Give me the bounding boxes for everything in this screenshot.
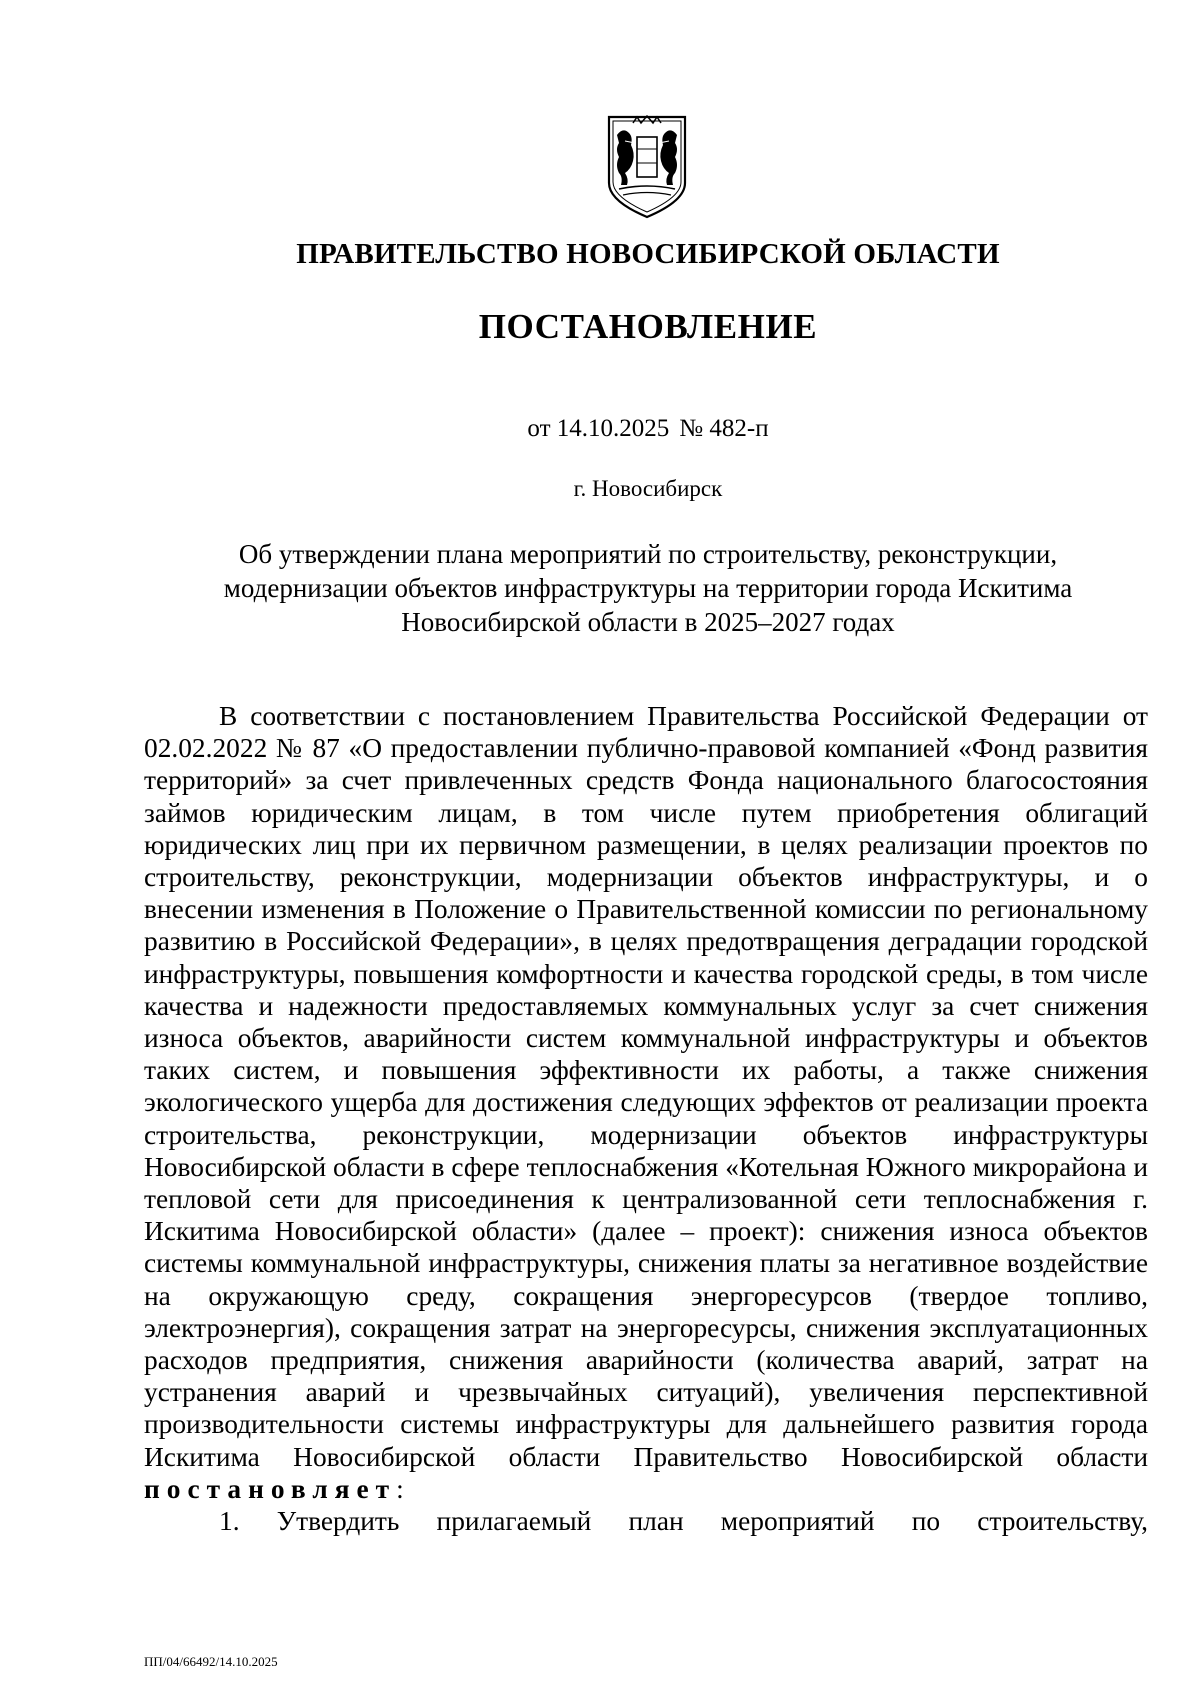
subject-line: Новосибирской области в 2025–2027 годах [401,607,895,637]
preamble-text: В соответствии с постановлением Правительства Российской Федерации от 02.02.2022 № 87 «О предоставлении публично-правовой компанией «Фонд развития территорий» за счет привлеченных средств Фонда национального благосостояния займов юридическим лицам, в том числе путем приобретения облигаций юридических лиц при их первичном размещении, в целях реализации проектов по строительству, реконструкции, модернизации объектов инфраструктуры, и о внесении изменения в Положение о Правительственной комиссии по региональному развитию в Российской Федерации», в целях предотвращения деградации городской инфраструктуры, повышения комфортности и качества городской среды, в том числе качества и надежности предоставляемых коммунальных услуг за счет снижения износа объектов, аварийности систем коммунальной инфраструктуры и объектов таких систем, и повышения эффективности их работы, а также снижения экологического ущерба для достижения следующих эффектов от реализации проекта строительства, реконструкции, модернизации объектов инфраструктуры Новосибирской области в сфере теплоснабжения «Котельная Южного микрорайона и тепловой сети для присоединения к централизованной сети теплоснабжения г. Искитима Новосибирской области» (далее – проект): снижения износа объектов системы коммунальной инфраструктуры, снижения платы за негативное воздействие на окружающую среду, сокращения энергоресурсов (твердое топливо, электроэнергия), сокращения затрат на энергоресурсы, снижения эксплуатационных расходов предприятия, снижения аварийности (количества аварий, затрат на устранения аварий и чрезвычайных ситуаций), увеличения перспективной производительности системы инфраструктуры для дальнейшего развития города Искитима Новосибирской области Правительство Новосибирской области [144,701,1148,1472]
subject-line: Об утверждении плана мероприятий по строительству, реконструкции, [238,539,1058,569]
decree-word: постановляет [144,1473,397,1504]
coat-of-arms-icon [603,113,691,221]
preamble-paragraph [144,700,1148,1505]
document-type-title: ПОСТАНОВЛЕНИЕ [478,307,818,346]
document-footer-code: ПП/04/66492/14.10.2025 [144,1654,278,1669]
document-date: от 14.10.2025 [527,415,670,442]
decree-item-1: 1. Утвердить прилагаемый план мероприятий по строительству, [219,1506,1148,1537]
subject-line: модернизации объектов инфраструктуры на территории города Искитима [223,573,1073,603]
document-subject [180,537,1116,639]
document-city: г. Новосибирск [573,476,723,501]
organization-title: ПРАВИТЕЛЬСТВО НОВОСИБИРСКОЙ ОБЛАСТИ [296,238,1000,270]
document-number: № 482-п [679,415,769,442]
document-body [144,700,1148,1537]
document-date-number [0,415,1200,443]
decree-colon: : [396,1473,404,1504]
